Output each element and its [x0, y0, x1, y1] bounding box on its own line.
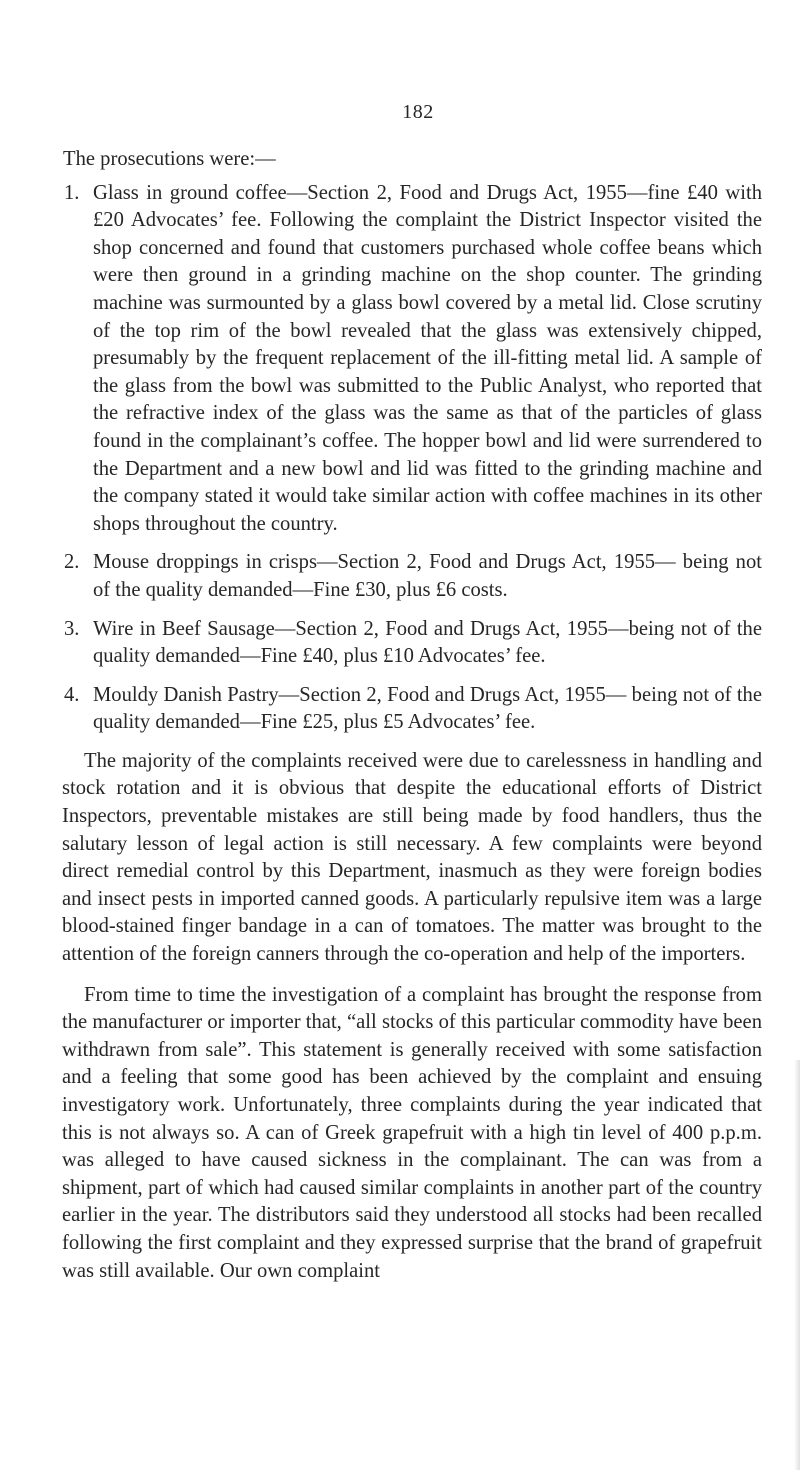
item-text: Mouldy Danish Pastry—Section 2, Food and Drugs Act, 1955— being not of the quality demanded—Fine £25, plus £5 Advocates’ fee.	[93, 683, 762, 734]
item-text: Mouse droppings in crisps—Section 2, Food and Drugs Act, 1955— being not of the quality demanded—Fine £30, plus £6 costs.	[93, 551, 762, 601]
page-number: 182	[402, 101, 434, 123]
item-number: 3.	[64, 617, 80, 640]
paragraph-complaints-majority: The majority of the complaints received were due to carelessness in handling and stock rotation and it is obvious that despite the educational efforts of District Inspectors, preventable mistakes are still being made by food handlers, thus the salutary lesson of legal action is still necessary. A few complaints were beyond direct remedial control by this Department, inasmuch as they were foreign bodies and insect pests in imported canned goods. A particularly repulsive item was a large blood-stained finger bandage in a can of tomatoes. The matter was brought to the attention of the foreign canners through the co-operation and help of the importers.	[62, 749, 762, 966]
prosecution-item-2	[62, 549, 762, 604]
item-number: 4.	[64, 683, 80, 706]
item-number: 2.	[64, 551, 80, 574]
prosecution-item-1	[62, 180, 762, 539]
page-body	[62, 146, 762, 1285]
prosecutions-list	[62, 180, 762, 737]
paragraph-withdrawn-stocks: From time to time the investigation of a complaint has brought the response from the manufacturer or importer that, “all stocks of this particular commodity have been withdrawn from sale”. This statement is generally received with some satisfaction and a feeling that some good has been achieved by the complaint and ensuing investigatory work. Unfortunately, three complaints during the year indicated that this is not always so. A can of Greek grapefruit with a high tin level of 400 p.p.m. was alleged to have caused sickness in the complainant. The can was from a shipment, part of which had caused similar complaints in another part of the country earlier in the year. The distributors said they understood all stocks had been recalled following the first complaint and they expressed surprise that the brand of grapefruit was still available. Our own complaint	[62, 983, 762, 1282]
item-text: Glass in ground coffee—Section 2, Food and Drugs Act, 1955—fine £40 with £20 Advocates’ fee. Following the complaint the District Inspector visited the shop concerned and found that customers purchased whole coffee beans which were then ground in a grinding machine on the shop counter. The grinding machine was surmounted by a glass bowl covered by a metal lid. Close scrutiny of the top rim of the bowl revealed that the glass was extensively chipped, presumably by the frequent replacement of the ill-fitting metal lid. A sample of the glass from the bowl was submitted to the Public Analyst, who reported that the refractive index of the glass was the same as that of the particles of glass found in the complainant’s coffee. The hopper bowl and lid were surrendered to the Department and a new bowl and lid was fitted to the grinding machine and the company stated it would take similar action with coffee machines in its other shops throughout the country.	[93, 181, 762, 535]
prosecution-item-3	[62, 616, 762, 671]
prosecution-item-4	[62, 682, 762, 737]
item-text: Wire in Beef Sausage—Section 2, Food and Drugs Act, 1955—being not of the quality demanded—Fine £40, plus £10 Advocates’ fee.	[93, 617, 762, 668]
item-number: 1.	[64, 181, 80, 204]
prosecutions-intro: The prosecutions were:—	[63, 148, 276, 170]
page-edge-shadow	[794, 1060, 800, 1470]
